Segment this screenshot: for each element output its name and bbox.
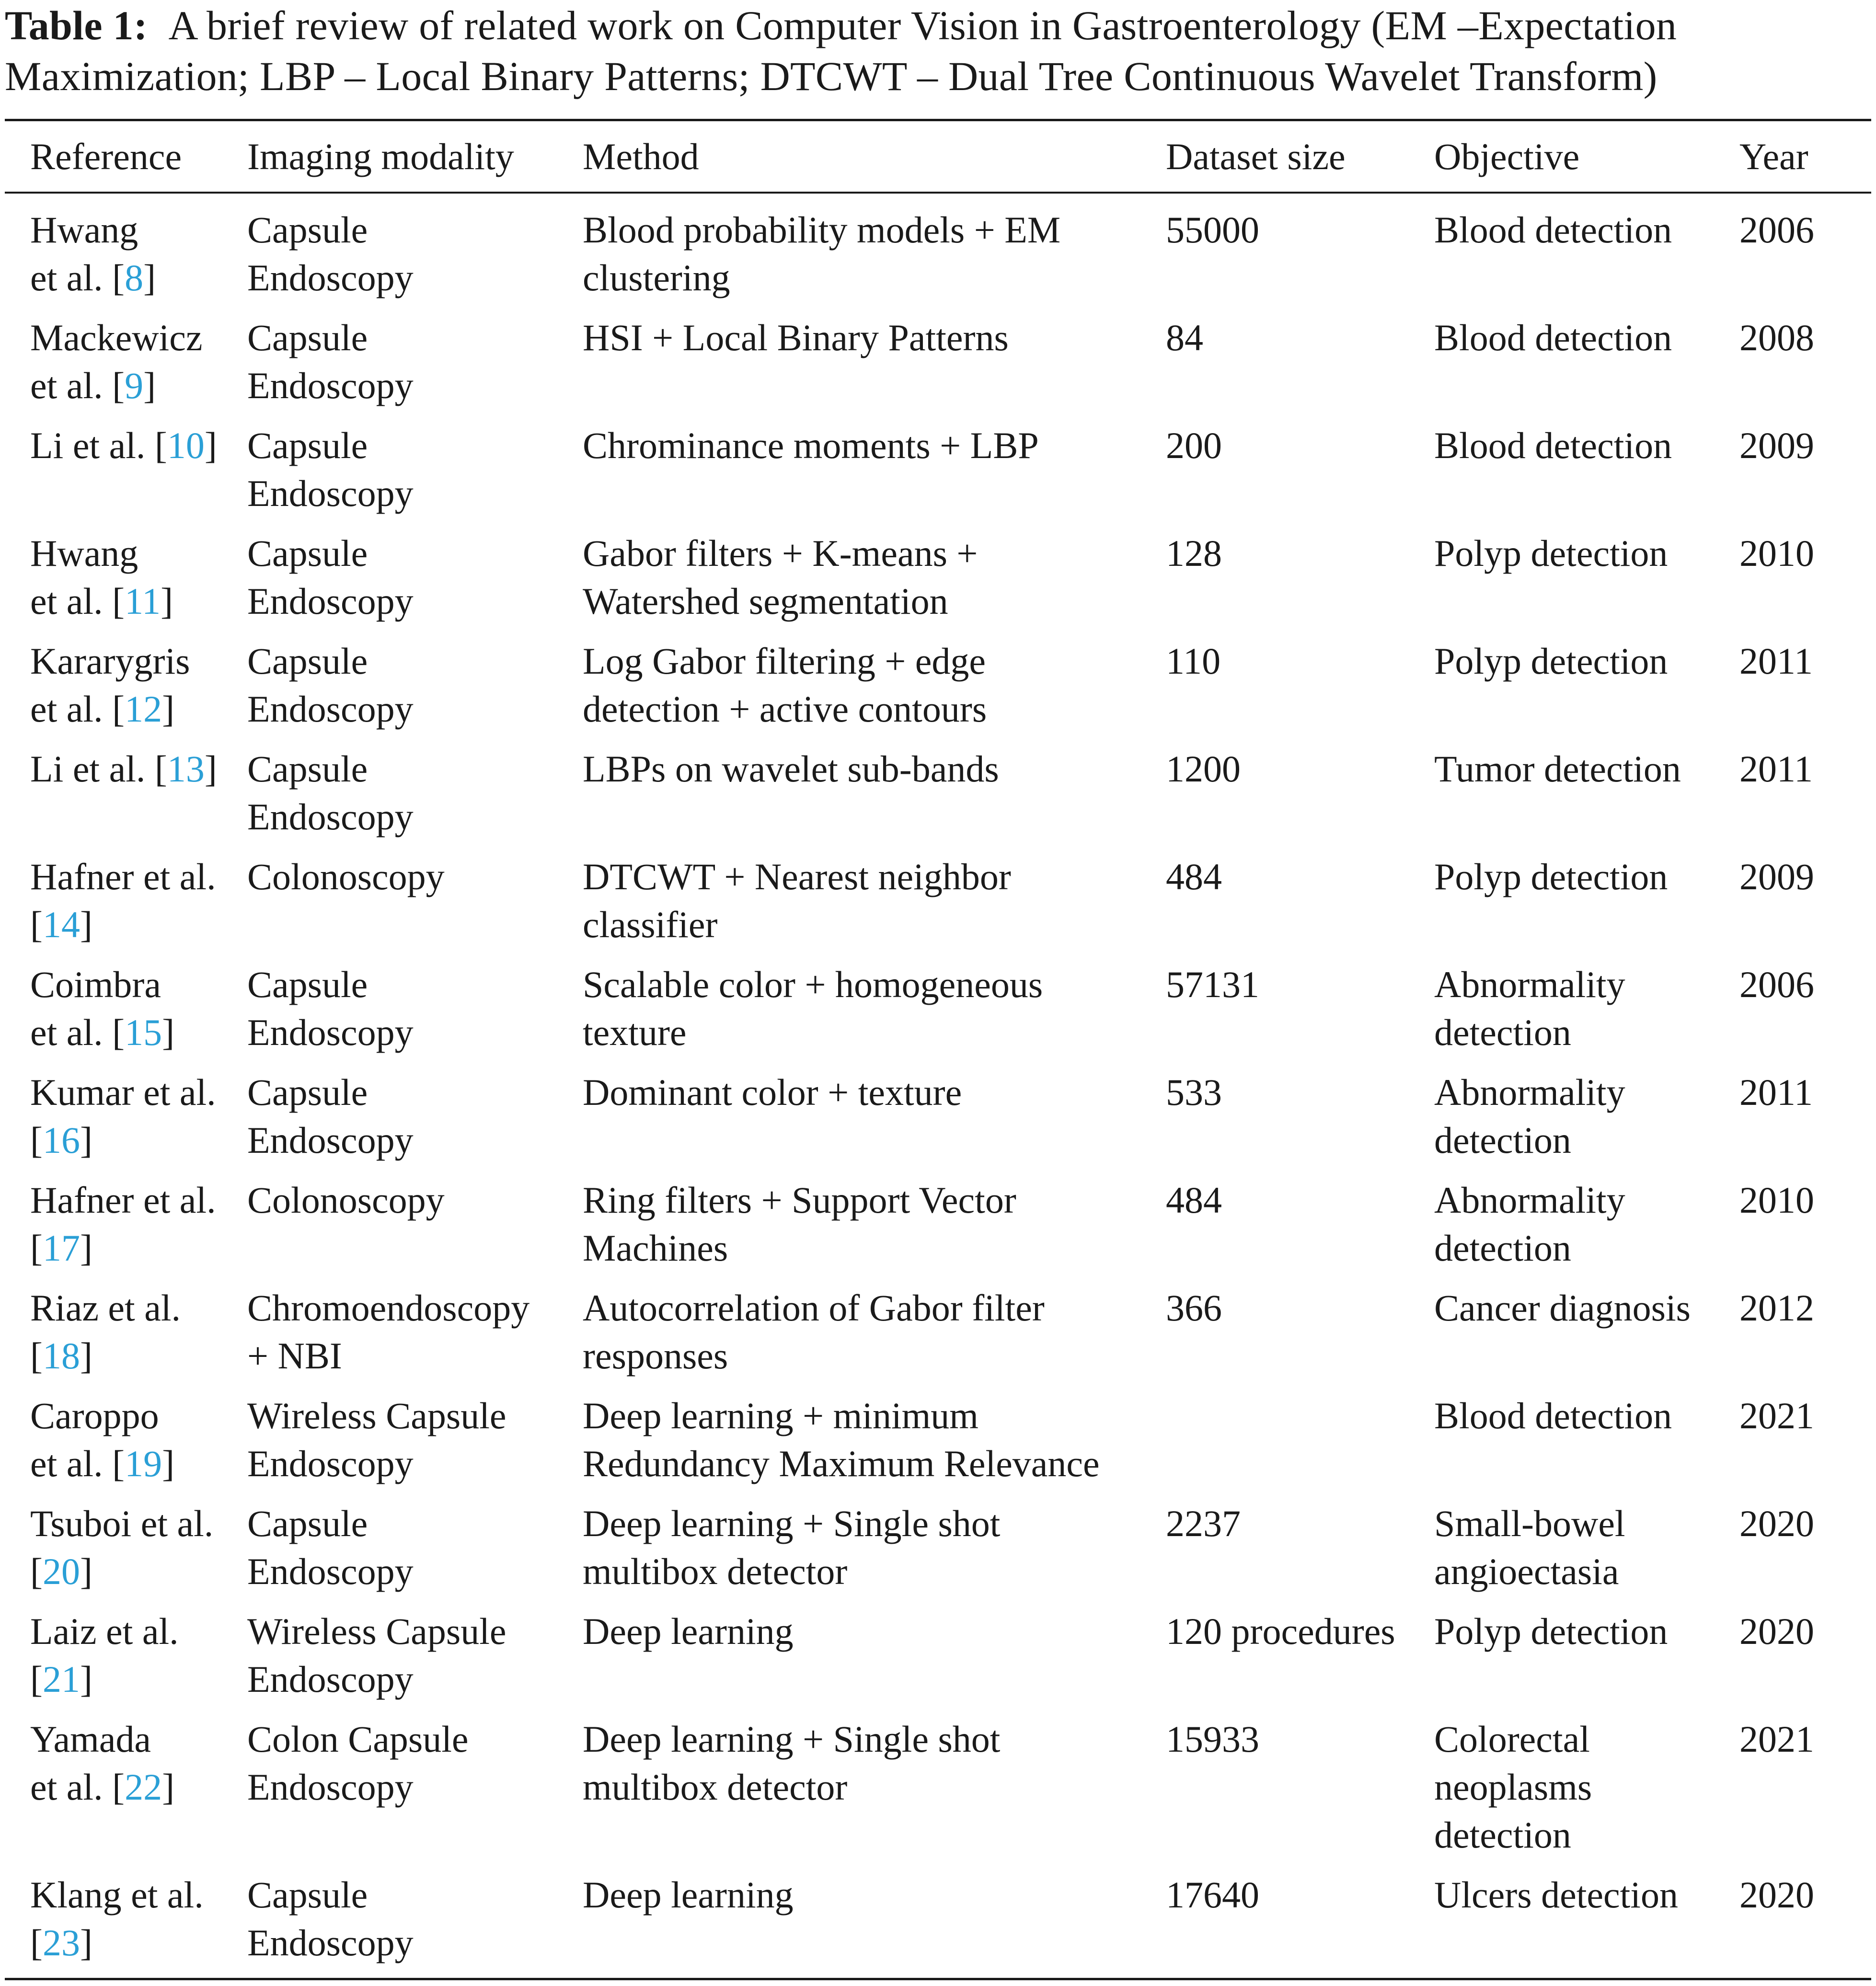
- objective-line: angioectasia: [1434, 1550, 1619, 1592]
- reference-line: [30, 1332, 181, 1380]
- caption-line-1: [5, 0, 1871, 51]
- objective-cell: [1434, 1392, 1672, 1440]
- reference-text: Coimbra: [30, 964, 161, 1005]
- modality-cell: [247, 206, 414, 302]
- citation-link[interactable]: 19: [125, 1443, 162, 1484]
- modality-line: Endoscopy: [247, 1922, 414, 1963]
- modality-cell: [247, 314, 414, 410]
- dataset-cell: 55000: [1166, 209, 1259, 251]
- dataset-cell: 110: [1166, 640, 1221, 682]
- reference-text: Hwang: [30, 532, 138, 574]
- citation-bracket: ]: [204, 425, 217, 466]
- year-cell: 2020: [1739, 1503, 1814, 1544]
- citation-bracket: ]: [162, 1766, 175, 1808]
- citation-bracket: ]: [162, 1443, 175, 1484]
- method-line: Deep learning: [583, 1874, 794, 1916]
- header-dataset: Dataset size: [1166, 136, 1346, 177]
- year-cell: 2020: [1739, 1874, 1814, 1916]
- reference-line: [30, 1009, 174, 1056]
- year-cell: 2011: [1739, 640, 1813, 682]
- dataset-cell: 128: [1166, 532, 1222, 574]
- dataset-cell: 484: [1166, 856, 1222, 897]
- dataset-cell: 200: [1166, 425, 1222, 466]
- method-line: Log Gabor filtering + edge: [583, 640, 986, 682]
- modality-line: Capsule: [247, 317, 368, 358]
- method-line: Deep learning: [583, 1610, 794, 1652]
- objective-line: Blood detection: [1434, 209, 1672, 251]
- reference-cell: [30, 1500, 213, 1596]
- reference-cell: [30, 745, 217, 793]
- modality-line: Colonoscopy: [247, 856, 445, 897]
- reference-line: [30, 314, 202, 362]
- method-cell: [583, 1607, 794, 1655]
- reference-line: [30, 1284, 181, 1332]
- table-top-rule: [5, 119, 1871, 121]
- objective-cell: [1434, 637, 1668, 685]
- method-cell: [583, 637, 987, 733]
- modality-cell: [247, 745, 414, 841]
- method-line: classifier: [583, 904, 718, 945]
- year-cell: 2011: [1739, 1071, 1813, 1113]
- caption-text-1: A brief review of related work on Computer Vision in Gastroenterology (EM –Expectation: [168, 2, 1677, 48]
- method-line: Deep learning + Single shot: [583, 1718, 1001, 1760]
- objective-cell: [1434, 961, 1625, 1056]
- objective-line: Cancer diagnosis: [1434, 1287, 1691, 1329]
- reference-line: [30, 637, 190, 685]
- dataset-cell: 120 procedures: [1166, 1610, 1395, 1652]
- reference-line: [30, 961, 174, 1009]
- method-line: detection + active contours: [583, 688, 987, 730]
- citation-bracket: ]: [80, 1922, 92, 1963]
- citation-link[interactable]: 22: [125, 1766, 162, 1808]
- citation-bracket: ]: [80, 1550, 92, 1592]
- method-line: DTCWT + Nearest neighbor: [583, 856, 1011, 897]
- reference-cell: [30, 314, 202, 410]
- reference-cell: [30, 1176, 216, 1272]
- dataset-cell: 1200: [1166, 748, 1241, 790]
- modality-cell: [247, 1871, 414, 1967]
- reference-text: Li et al. [: [30, 425, 167, 466]
- reference-line: [30, 1871, 204, 1919]
- modality-cell: [247, 853, 445, 901]
- reference-text: [: [30, 1550, 43, 1592]
- reference-line: [30, 1548, 213, 1596]
- modality-line: Capsule: [247, 532, 368, 574]
- modality-line: Capsule: [247, 748, 368, 790]
- year-cell: 2009: [1739, 856, 1814, 897]
- method-cell: [583, 961, 1043, 1056]
- modality-cell: [247, 1392, 506, 1488]
- modality-cell: [247, 1715, 469, 1811]
- method-line: Chrominance moments + LBP: [583, 425, 1039, 466]
- modality-line: Wireless Capsule: [247, 1395, 506, 1436]
- objective-line: Ulcers detection: [1434, 1874, 1678, 1916]
- objective-cell: [1434, 1500, 1625, 1596]
- modality-line: Chromoendoscopy: [247, 1287, 530, 1329]
- reference-text: et al. [: [30, 257, 125, 298]
- reference-cell: [30, 853, 216, 949]
- objective-cell: [1434, 529, 1668, 577]
- reference-text: [: [30, 1335, 43, 1377]
- modality-line: Endoscopy: [247, 365, 414, 406]
- reference-line: [30, 1068, 216, 1116]
- objective-line: Small-bowel: [1434, 1503, 1625, 1544]
- modality-line: Capsule: [247, 640, 368, 682]
- objective-line: Blood detection: [1434, 425, 1672, 466]
- modality-cell: [247, 529, 414, 625]
- reference-text: Hafner et al.: [30, 856, 216, 897]
- method-cell: [583, 1068, 962, 1116]
- modality-cell: [247, 422, 414, 517]
- citation-link[interactable]: 12: [125, 688, 162, 730]
- reference-line: [30, 1116, 216, 1164]
- objective-line: Blood detection: [1434, 1395, 1672, 1436]
- method-line: Blood probability models + EM: [583, 209, 1061, 251]
- reference-line: [30, 901, 216, 949]
- method-cell: [583, 1392, 1100, 1488]
- objective-line: Polyp detection: [1434, 1610, 1668, 1652]
- reference-text: [: [30, 1119, 43, 1161]
- objective-line: Polyp detection: [1434, 640, 1668, 682]
- modality-line: + NBI: [247, 1335, 342, 1377]
- objective-line: Polyp detection: [1434, 532, 1668, 574]
- modality-cell: [247, 1500, 414, 1596]
- method-line: Dominant color + texture: [583, 1071, 962, 1113]
- dataset-cell: 57131: [1166, 964, 1259, 1005]
- objective-cell: [1434, 1284, 1691, 1332]
- year-cell: 2009: [1739, 425, 1814, 466]
- citation-bracket: ]: [80, 1119, 92, 1161]
- objective-cell: [1434, 314, 1672, 362]
- modality-cell: [247, 637, 414, 733]
- year-cell: 2010: [1739, 1179, 1814, 1221]
- year-cell: 2011: [1739, 748, 1813, 790]
- method-cell: [583, 206, 1060, 302]
- caption-line-2: Maximization; LBP – Local Binary Patterns; DTCWT – Dual Tree Continuous Wavelet Transform): [5, 53, 1657, 99]
- reference-cell: [30, 529, 173, 625]
- objective-cell: [1434, 1068, 1625, 1164]
- objective-cell: [1434, 1871, 1678, 1919]
- objective-line: Abnormality: [1434, 1071, 1625, 1113]
- header-year: Year: [1739, 136, 1808, 177]
- citation-link[interactable]: 20: [42, 1550, 80, 1592]
- method-cell: [583, 529, 978, 625]
- dataset-cell: 366: [1166, 1287, 1222, 1329]
- method-line: Autocorrelation of Gabor filter: [583, 1287, 1045, 1329]
- modality-line: Colonoscopy: [247, 1179, 445, 1221]
- dataset-cell: 2237: [1166, 1503, 1241, 1544]
- header-method: Method: [583, 136, 699, 177]
- reference-cell: [30, 1284, 181, 1380]
- citation-link[interactable]: 18: [42, 1335, 80, 1377]
- reference-line: [30, 254, 156, 302]
- reference-line: [30, 853, 216, 901]
- header-modality: Imaging modality: [247, 136, 514, 177]
- dataset-cell: 84: [1166, 317, 1203, 358]
- modality-line: Endoscopy: [247, 1658, 414, 1700]
- method-line: multibox detector: [583, 1766, 848, 1808]
- modality-line: Endoscopy: [247, 1766, 414, 1808]
- citation-link[interactable]: 11: [125, 580, 161, 622]
- reference-line: [30, 1500, 213, 1548]
- objective-cell: [1434, 206, 1672, 254]
- method-line: responses: [583, 1335, 728, 1377]
- year-cell: 2012: [1739, 1287, 1814, 1329]
- reference-line: [30, 529, 173, 577]
- objective-line: Blood detection: [1434, 317, 1672, 358]
- reference-line: [30, 1176, 216, 1224]
- method-line: clustering: [583, 257, 730, 298]
- reference-cell: [30, 637, 190, 733]
- objective-cell: [1434, 1715, 1592, 1859]
- table-header-rule: [5, 192, 1871, 194]
- modality-line: Colon Capsule: [247, 1718, 469, 1760]
- dataset-cell: 484: [1166, 1179, 1222, 1221]
- objective-line: detection: [1434, 1011, 1571, 1053]
- reference-line: [30, 362, 202, 410]
- citation-bracket: ]: [161, 580, 173, 622]
- year-cell: 2006: [1739, 209, 1814, 251]
- objective-cell: [1434, 745, 1681, 793]
- year-cell: 2006: [1739, 964, 1814, 1005]
- reference-line: [30, 1607, 179, 1655]
- citation-link[interactable]: 14: [42, 904, 80, 945]
- modality-line: Capsule: [247, 1503, 368, 1544]
- modality-line: Endoscopy: [247, 472, 414, 514]
- reference-line: [30, 1224, 216, 1272]
- citation-bracket: ]: [80, 1658, 92, 1700]
- method-line: Redundancy Maximum Relevance: [583, 1443, 1100, 1484]
- citation-link[interactable]: 9: [125, 365, 144, 406]
- modality-cell: [247, 1284, 529, 1380]
- reference-text: et al. [: [30, 580, 125, 622]
- reference-line: [30, 422, 217, 470]
- reference-text: Tsuboi et al.: [30, 1503, 214, 1544]
- objective-line: detection: [1434, 1119, 1571, 1161]
- citation-bracket: ]: [80, 1227, 92, 1269]
- objective-line: Tumor detection: [1434, 748, 1681, 790]
- reference-text: Yamada: [30, 1718, 151, 1760]
- reference-text: Li et al. [: [30, 748, 167, 790]
- method-cell: [583, 422, 1039, 470]
- year-cell: 2020: [1739, 1610, 1814, 1652]
- reference-text: [: [30, 1658, 43, 1700]
- method-cell: [583, 853, 1011, 949]
- modality-line: Capsule: [247, 964, 368, 1005]
- citation-link[interactable]: 23: [42, 1922, 80, 1963]
- method-line: multibox detector: [583, 1550, 848, 1592]
- reference-text: et al. [: [30, 1766, 125, 1808]
- objective-line: detection: [1434, 1814, 1571, 1856]
- reference-text: et al. [: [30, 688, 125, 730]
- modality-line: Capsule: [247, 1071, 368, 1113]
- method-line: Gabor filters + K-means +: [583, 532, 978, 574]
- objective-line: Abnormality: [1434, 1179, 1625, 1221]
- modality-line: Wireless Capsule: [247, 1610, 506, 1652]
- reference-line: [30, 1715, 174, 1763]
- modality-line: Endoscopy: [247, 1550, 414, 1592]
- year-cell: 2021: [1739, 1395, 1814, 1436]
- reference-text: [: [30, 1227, 43, 1269]
- citation-link[interactable]: 13: [167, 748, 205, 790]
- citation-bracket: ]: [162, 1011, 175, 1053]
- reference-line: [30, 1763, 174, 1811]
- reference-text: [: [30, 1922, 43, 1963]
- reference-text: Kararygris: [30, 640, 190, 682]
- modality-line: Endoscopy: [247, 1119, 414, 1161]
- reference-cell: [30, 1715, 174, 1811]
- citation-bracket: ]: [80, 904, 92, 945]
- method-cell: [583, 1500, 1000, 1596]
- citation-link[interactable]: 16: [42, 1119, 80, 1161]
- reference-text: Klang et al.: [30, 1874, 204, 1916]
- modality-line: Capsule: [247, 425, 368, 466]
- citation-link[interactable]: 21: [42, 1658, 80, 1700]
- method-cell: [583, 745, 999, 793]
- objective-cell: [1434, 1176, 1625, 1272]
- modality-cell: [247, 1176, 445, 1224]
- reference-line: [30, 206, 156, 254]
- header-objective: Objective: [1434, 136, 1580, 177]
- method-cell: [583, 1176, 1016, 1272]
- reference-line: [30, 1919, 204, 1967]
- modality-line: Endoscopy: [247, 1443, 414, 1484]
- method-line: Deep learning + minimum: [583, 1395, 978, 1436]
- citation-bracket: ]: [204, 748, 217, 790]
- modality-line: Endoscopy: [247, 796, 414, 838]
- method-line: HSI + Local Binary Patterns: [583, 317, 1009, 358]
- citation-link[interactable]: 15: [125, 1011, 162, 1053]
- reference-line: [30, 1392, 174, 1440]
- dataset-cell: 533: [1166, 1071, 1222, 1113]
- reference-cell: [30, 1871, 204, 1967]
- method-cell: [583, 1715, 1000, 1811]
- reference-line: [30, 1655, 179, 1703]
- objective-line: detection: [1434, 1227, 1571, 1269]
- reference-cell: [30, 1392, 174, 1488]
- reference-text: Hafner et al.: [30, 1179, 216, 1221]
- reference-cell: [30, 1607, 179, 1703]
- citation-bracket: ]: [162, 688, 175, 730]
- table-caption: [5, 0, 1871, 102]
- modality-cell: [247, 961, 414, 1056]
- method-line: Machines: [583, 1227, 728, 1269]
- modality-line: Capsule: [247, 1874, 368, 1916]
- reference-text: et al. [: [30, 365, 125, 406]
- reference-line: [30, 685, 190, 733]
- modality-line: Endoscopy: [247, 1011, 414, 1053]
- reference-cell: [30, 1068, 216, 1164]
- year-cell: 2021: [1739, 1718, 1814, 1760]
- reference-text: Hwang: [30, 209, 138, 251]
- reference-text: et al. [: [30, 1011, 125, 1053]
- method-line: Watershed segmentation: [583, 580, 948, 622]
- modality-line: Endoscopy: [247, 688, 414, 730]
- header-reference: Reference: [30, 136, 182, 177]
- method-line: Scalable color + homogeneous: [583, 964, 1043, 1005]
- method-cell: [583, 1284, 1045, 1380]
- modality-cell: [247, 1607, 506, 1703]
- objective-line: Polyp detection: [1434, 856, 1668, 897]
- caption-label: Table 1:: [5, 2, 148, 48]
- reference-line: [30, 745, 217, 793]
- table-bottom-rule: [5, 1978, 1871, 1980]
- reference-text: Caroppo: [30, 1395, 159, 1436]
- citation-bracket: ]: [143, 257, 156, 298]
- reference-text: Laiz et al.: [30, 1610, 179, 1652]
- method-cell: [583, 314, 1009, 362]
- modality-line: Endoscopy: [247, 257, 414, 298]
- dataset-cell: 15933: [1166, 1718, 1259, 1760]
- modality-line: Endoscopy: [247, 580, 414, 622]
- citation-link[interactable]: 17: [42, 1227, 80, 1269]
- method-line: texture: [583, 1011, 687, 1053]
- reference-line: [30, 1440, 174, 1488]
- reference-text: Mackewicz: [30, 317, 203, 358]
- year-cell: 2010: [1739, 532, 1814, 574]
- year-cell: 2008: [1739, 317, 1814, 358]
- reference-cell: [30, 206, 156, 302]
- modality-line: Capsule: [247, 209, 368, 251]
- reference-text: [: [30, 904, 43, 945]
- citation-link[interactable]: 10: [167, 425, 205, 466]
- reference-cell: [30, 961, 174, 1056]
- objective-line: Abnormality: [1434, 964, 1625, 1005]
- citation-bracket: ]: [143, 365, 156, 406]
- objective-cell: [1434, 853, 1668, 901]
- method-line: Ring filters + Support Vector: [583, 1179, 1016, 1221]
- method-line: Deep learning + Single shot: [583, 1503, 1001, 1544]
- objective-line: Colorectal: [1434, 1718, 1590, 1760]
- reference-text: Riaz et al.: [30, 1287, 181, 1329]
- objective-cell: [1434, 1607, 1668, 1655]
- modality-cell: [247, 1068, 414, 1164]
- reference-cell: [30, 422, 217, 470]
- method-line: LBPs on wavelet sub-bands: [583, 748, 999, 790]
- objective-line: neoplasms: [1434, 1766, 1592, 1808]
- dataset-cell: 17640: [1166, 1874, 1259, 1916]
- citation-bracket: ]: [80, 1335, 92, 1377]
- reference-text: Kumar et al.: [30, 1071, 216, 1113]
- reference-text: et al. [: [30, 1443, 125, 1484]
- citation-link[interactable]: 8: [125, 257, 144, 298]
- reference-line: [30, 577, 173, 625]
- objective-cell: [1434, 422, 1672, 470]
- method-cell: [583, 1871, 794, 1919]
